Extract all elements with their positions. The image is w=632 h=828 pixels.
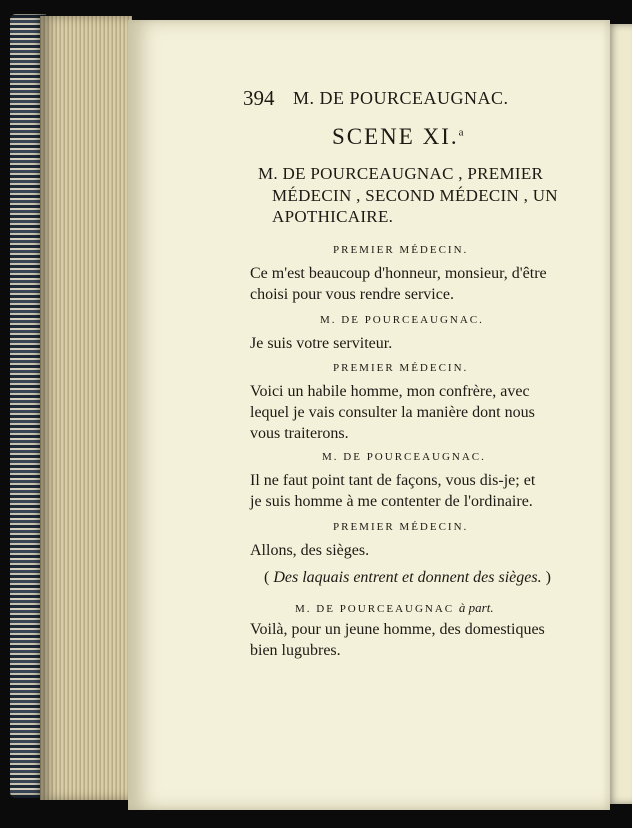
stage-direction [264,569,551,587]
cast-line-3: APOTHICAIRE. [272,207,394,226]
dialogue-line: choisi pour vous rendre service. [250,286,454,303]
cast-line-1: M. DE POURCEAUGNAC , PREMIER [258,164,544,183]
dialogue-line: Il ne faut point tant de façons, vous dis-je; et [250,472,536,489]
scene-title-text: SCENE XI. [332,124,459,149]
cast-line-2: MÉDECIN , SECOND MÉDECIN , UN [272,186,558,205]
speaker-name: M. DE POURCEAUGNAC [295,603,455,615]
stage-direction-text: Des laquais entrent et donnent des sièges. [273,569,542,586]
speaker-pourceaugnac-aside [295,600,494,616]
speaker-premier-medecin: PREMIER MÉDECIN. [333,521,469,533]
stage-paren-close: ) [545,569,551,586]
speaker-pourceaugnac: M. DE POURCEAUGNAC. [320,314,484,326]
stage-paren-open: ( [264,569,270,586]
page-edges [40,16,132,800]
page-number: 394 [243,86,275,110]
speaker-aside: à part. [458,600,494,615]
dialogue-line: bien lugubres. [250,642,341,659]
scene-title [332,124,466,150]
dialogue-line: Ce m'est beaucoup d'honneur, monsieur, d'être [250,265,547,282]
dialogue-line: Je suis votre serviteur. [250,335,393,352]
speaker-premier-medecin: PREMIER MÉDECIN. [333,362,469,374]
dialogue-line: vous traiterons. [250,425,349,442]
dialogue-line: lequel je vais consulter la manière dont nous [250,404,535,421]
scene-footnote-mark: a [458,126,466,139]
dialogue-line: je suis homme à me contenter de l'ordinaire. [250,493,533,510]
dialogue-line: Voilà, pour un jeune homme, des domestiques [250,621,545,638]
running-title: M. DE POURCEAUGNAC. [293,88,509,108]
dialogue-line: Allons, des sièges. [250,542,370,559]
speaker-pourceaugnac: M. DE POURCEAUGNAC. [322,451,486,463]
dialogue-line: Voici un habile homme, mon confrère, avec [250,383,530,400]
speaker-premier-medecin: PREMIER MÉDECIN. [333,244,469,256]
